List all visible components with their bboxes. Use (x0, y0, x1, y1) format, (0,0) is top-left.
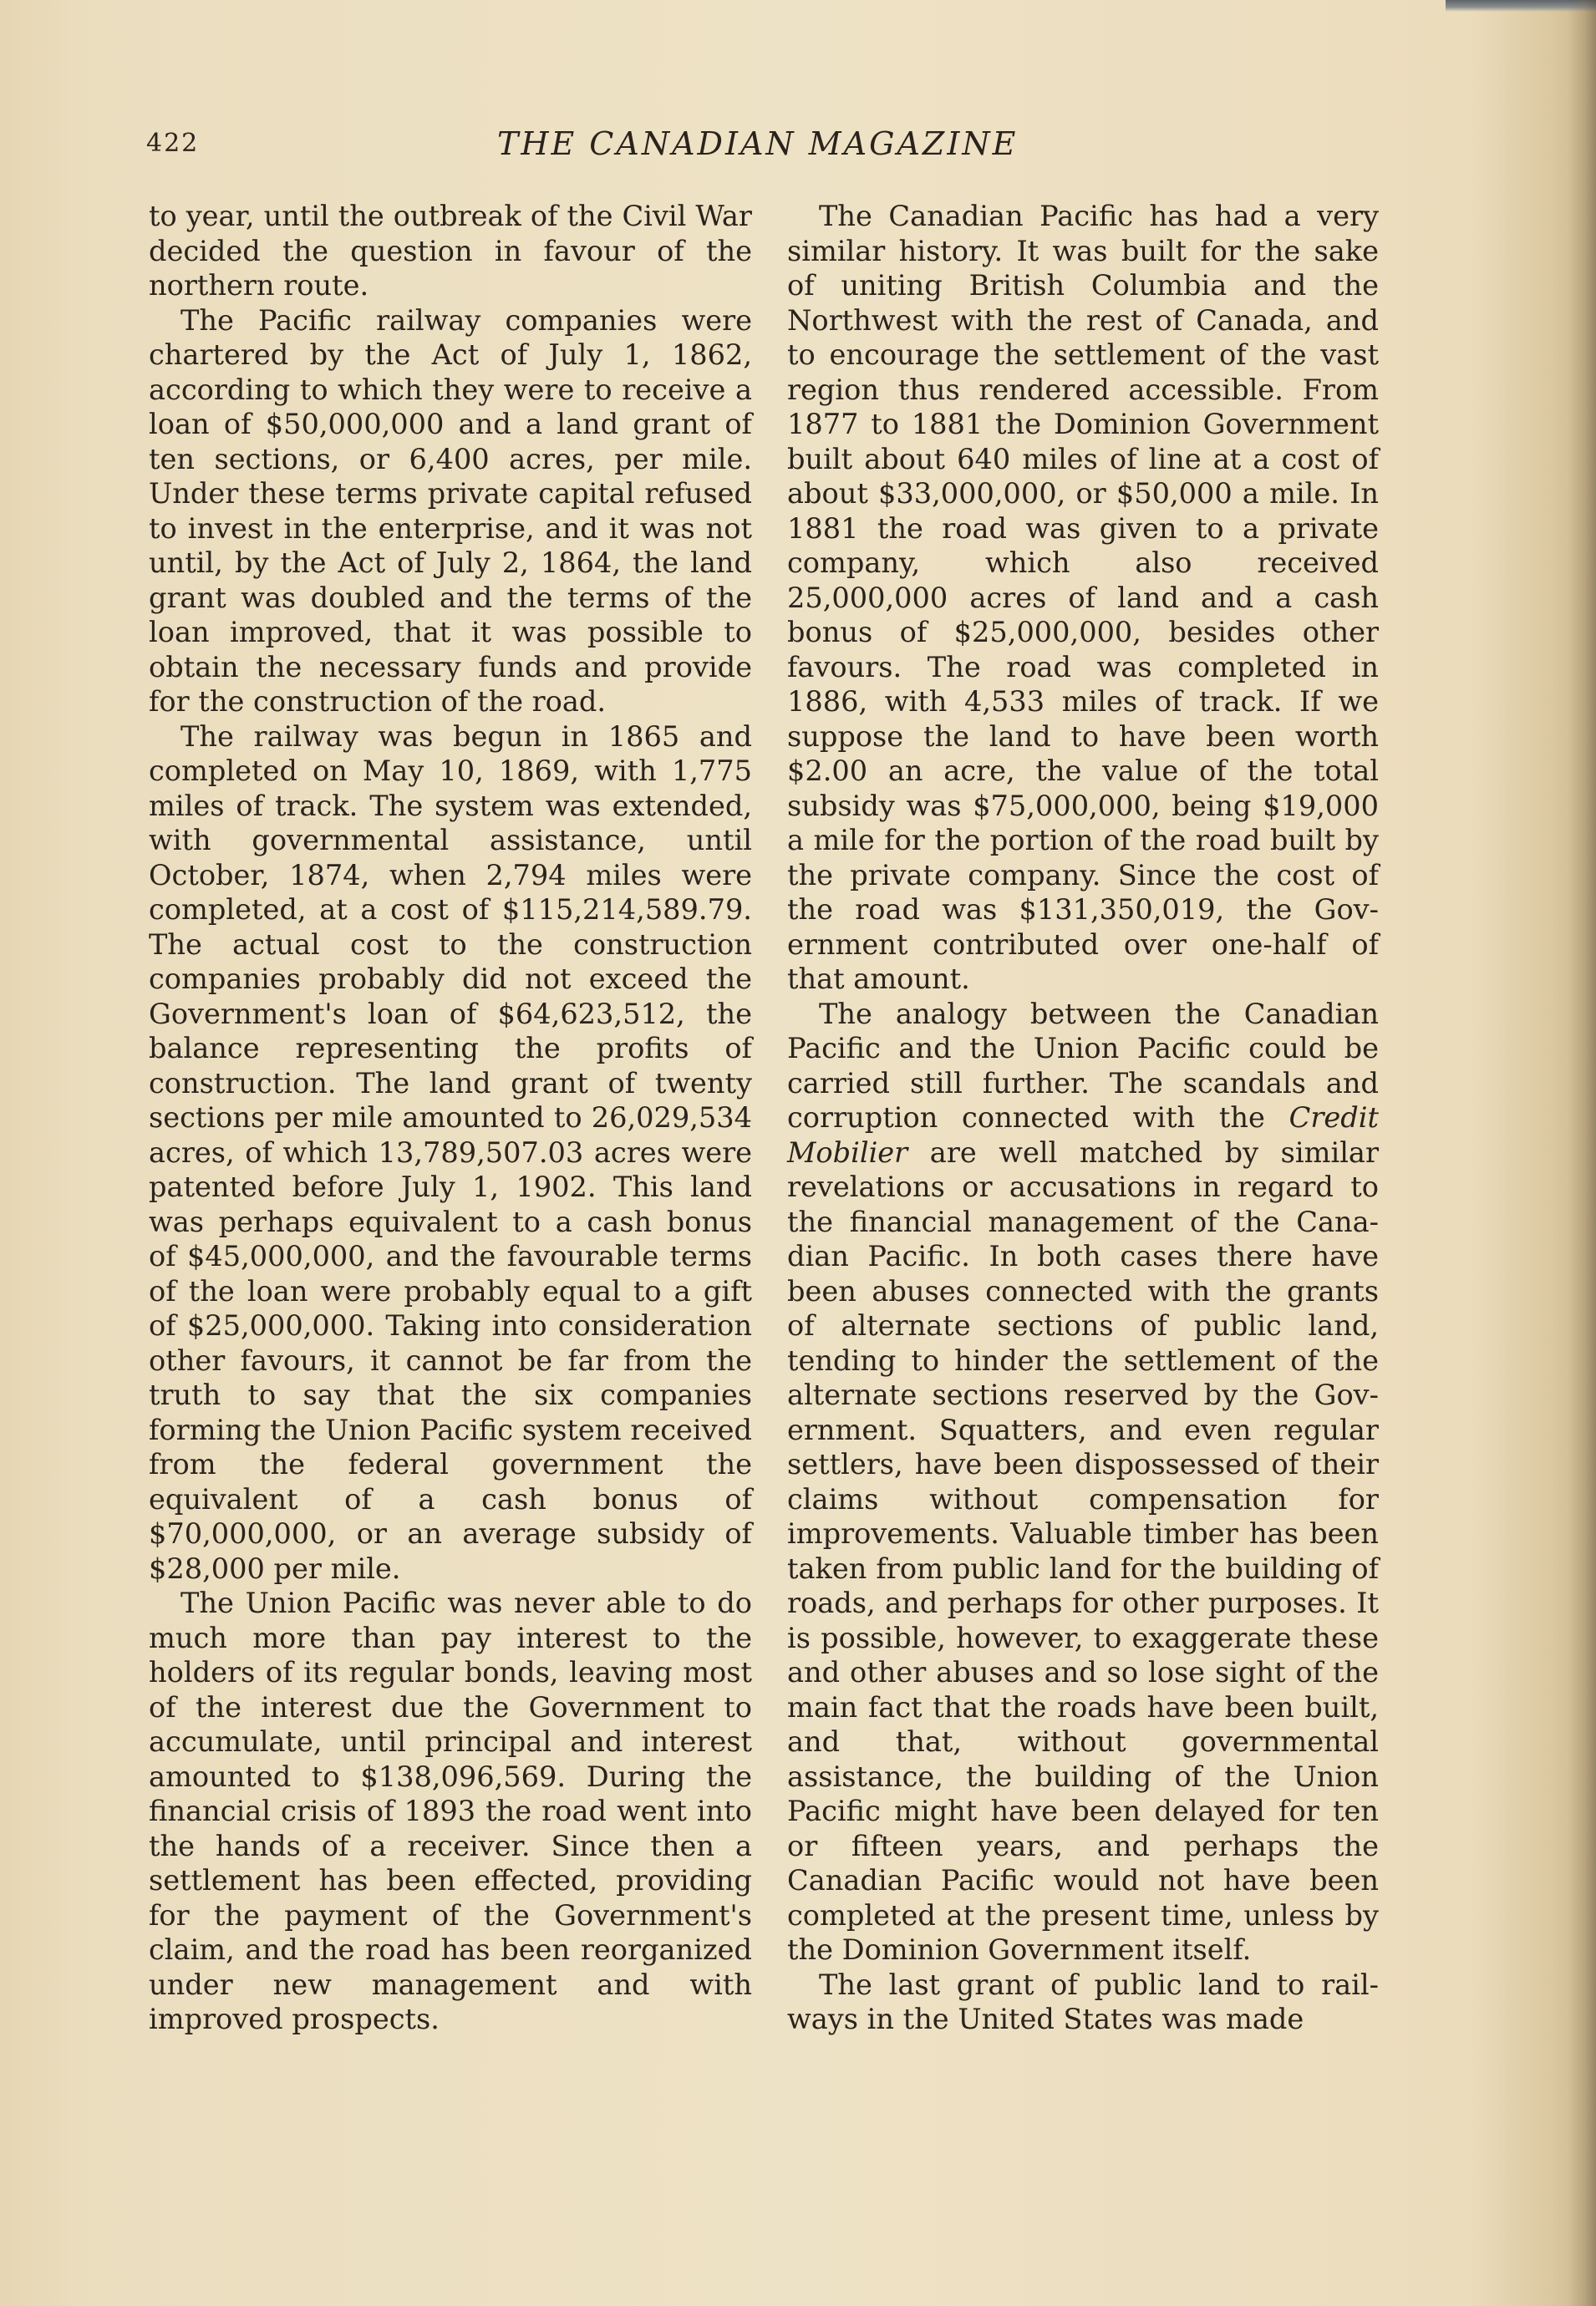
left-column (149, 199, 752, 2037)
page-header (146, 125, 1383, 167)
paragraph: The railway was begun in 1865 and completed on May 10, 1869, with 1,775 miles of track. The system was extended, with governmental assistance, until October, 1874, when 2,794 miles were completed, at a cost of $115,214,589.79. The actual cost to the construction companies probably did not exceed the Government's loan of $64,623,512, the balance representing the profits of construction. The land grant of twenty sections per mile amounted to 26,029,534 acres, of which 13,789,507.03 acres were patented before July 1, 1902. This land was perhaps equivalent to a cash bonus of $45,000,000, and the favourable terms of the loan were probably equal to a gift of $25,000,000. Taking into consideration other favours, it cannot be far from the truth to say that the six companies forming the Union Pacific system received from the federal government the equivalent of a cash bonus of $70,000,000, or an average subsidy of $28,000 per mile. (149, 719, 752, 1585)
running-title: THE CANADIAN MAGAZINE (497, 125, 1019, 162)
paragraph: The last grant of public land to railways in the United States was made (787, 1968, 1379, 2035)
paragraph: The Canadian Pacific has had a very similar history. It was built for the sake of uniting British Columbia and the Northwest with the rest of Canada, and to encourage the settlement of the vast region thus rendered accessible. From 1877 to 1881 the Dominion Government built about 640 miles of line at a cost of about $33,000,000, or $50,000 a mile. In 1881 the road was given to a private company, which also received 25,000,000 acres of land and a cash bonus of $25,000,000, besides other favours. The road was completed in 1886, with 4,533 miles of track. If we suppose the land to have been worth $2.00 an acre, the value of the total subsidy was $75,000,000, being $19,000 a mile for the portion of the road built by the private company. Since the cost of the road was $131,350,019, the Government contributed over one-half of that amount. (787, 200, 1379, 995)
paragraph: The Pacific railway companies were chartered by the Act of July 1, 1862, according to which they were to receive a loan of $50,000,000 and a land grant of ten sections, or 6,400 acres, per mile. Under these terms private capital refused to invest in the enterprise, and it was not until, by the Act of July 2, 1864, the land grant was doubled and the terms of the loan improved, that it was possible to obtain the necessary funds and provide for the construction of the road. (149, 303, 752, 718)
page-number: 422 (146, 129, 200, 158)
italic-term: Credit Mobilier (787, 1101, 1379, 1169)
page-edge-shadow (1568, 0, 1596, 2306)
paragraph (787, 997, 1379, 1968)
right-column (787, 199, 1379, 2037)
paragraph-text: The analogy between the Canadian Pacific and the Union Pacific could be carried still further. The scandals and corruption connected with the (787, 997, 1379, 1134)
paragraph: to year, until the outbreak of the Civil War decided the question in favour of the northern route. (149, 200, 752, 302)
paragraph-text: are well matched by similar revelations or accusations in regard to the financial management of the Canadian Pacific. In both cases there have been abuses connected with the grants of alternate sections of public land, tending to hinder the settlement of the alternate sections reserved by the Government. Squatters, and even regular settlers, have been dispossessed of their claims without compensation for improvements. Valuable timber has been taken from public land for the building of roads, and perhaps for other purposes. It is possible, however, to exaggerate these and other abuses and so lose sight of the main fact that the roads have been built, and that, without governmental assistance, the building of the Union Pacific might have been delayed for ten or fifteen years, and perhaps the Canadian Pacific would not have been completed at the present time, unless by the Dominion Government itself. (787, 1135, 1379, 1966)
paragraph: The Union Pacific was never able to do much more than pay interest to the holders of its regular bonds, leaving most of the interest due the Government to accumulate, until principal and interest amounted to $138,096,569. During the financial crisis of 1893 the road went into the hands of a receiver. Since then a settlement has been effected, providing for the payment of the Government's claim, and the road has been reorganized under new management and with improved prospects. (149, 1587, 752, 2035)
